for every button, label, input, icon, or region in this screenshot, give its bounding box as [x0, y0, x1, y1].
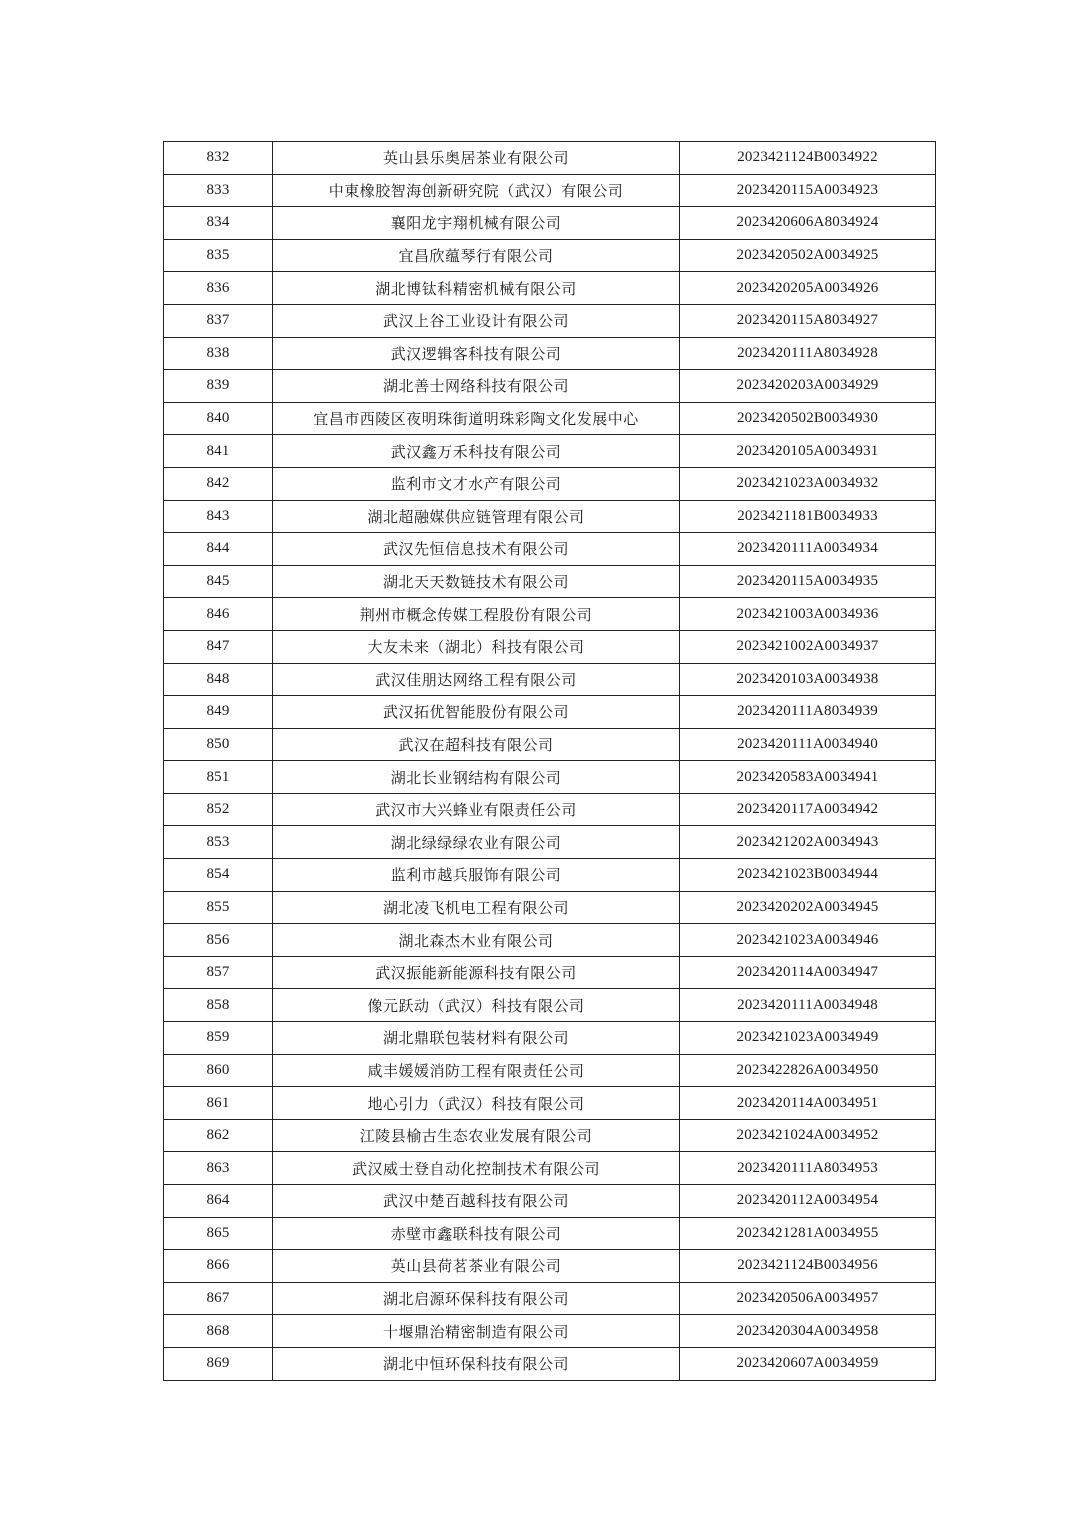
serial-number-cell: 854 [164, 859, 273, 892]
table-row [164, 989, 936, 1022]
serial-number-cell: 869 [164, 1347, 273, 1380]
registration-code-cell: 2023420111A0034940 [680, 728, 936, 761]
company-name-cell: 英山县乐奥居茶业有限公司 [273, 142, 680, 175]
table-row [164, 304, 936, 337]
registration-code-cell: 2023420105A0034931 [680, 435, 936, 468]
company-name-cell: 湖北天天数链技术有限公司 [273, 565, 680, 598]
table-row [164, 859, 936, 892]
company-name-cell: 武汉拓优智能股份有限公司 [273, 696, 680, 729]
registration-code-cell: 2023422826A0034950 [680, 1054, 936, 1087]
registration-code-cell: 2023421281A0034955 [680, 1217, 936, 1250]
registration-code-cell: 2023420506A0034957 [680, 1282, 936, 1315]
registration-code-cell: 2023420103A0034938 [680, 663, 936, 696]
table-row [164, 1282, 936, 1315]
registration-code-cell: 2023421023A0034949 [680, 1022, 936, 1055]
table-body [164, 142, 936, 1381]
serial-number-cell: 848 [164, 663, 273, 696]
serial-number-cell: 843 [164, 500, 273, 533]
company-name-cell: 赤壁市鑫联科技有限公司 [273, 1217, 680, 1250]
registration-code-cell: 2023420502A0034925 [680, 239, 936, 272]
registration-code-cell: 2023420583A0034941 [680, 761, 936, 794]
serial-number-cell: 835 [164, 239, 273, 272]
serial-number-cell: 864 [164, 1185, 273, 1218]
serial-number-cell: 833 [164, 174, 273, 207]
serial-number-cell: 851 [164, 761, 273, 794]
table-row [164, 1185, 936, 1218]
table-row [164, 891, 936, 924]
registration-code-cell: 2023421002A0034937 [680, 630, 936, 663]
company-name-cell: 中東橡胶智海创新研究院（武汉）有限公司 [273, 174, 680, 207]
company-name-cell: 江陵县榆古生态农业发展有限公司 [273, 1119, 680, 1152]
company-name-cell: 武汉上谷工业设计有限公司 [273, 304, 680, 337]
table-row [164, 1250, 936, 1283]
table-row [164, 1152, 936, 1185]
serial-number-cell: 861 [164, 1087, 273, 1120]
serial-number-cell: 859 [164, 1022, 273, 1055]
table-row [164, 467, 936, 500]
table-row [164, 728, 936, 761]
table-row [164, 924, 936, 957]
table-row [164, 1347, 936, 1380]
table-row [164, 1217, 936, 1250]
table-row [164, 696, 936, 729]
registration-code-cell: 2023420117A0034942 [680, 793, 936, 826]
serial-number-cell: 834 [164, 207, 273, 240]
registration-code-cell: 2023420304A0034958 [680, 1315, 936, 1348]
serial-number-cell: 839 [164, 370, 273, 403]
company-name-cell: 宜昌欣蕴琴行有限公司 [273, 239, 680, 272]
company-name-cell: 武汉先恒信息技术有限公司 [273, 533, 680, 566]
registration-code-cell: 2023420111A0034934 [680, 533, 936, 566]
registration-code-cell: 2023420205A0034926 [680, 272, 936, 305]
company-name-cell: 湖北超融媒供应链管理有限公司 [273, 500, 680, 533]
company-name-cell: 地心引力（武汉）科技有限公司 [273, 1087, 680, 1120]
registration-code-cell: 2023420111A8034928 [680, 337, 936, 370]
serial-number-cell: 844 [164, 533, 273, 566]
registration-code-cell: 2023420111A8034939 [680, 696, 936, 729]
table-row [164, 370, 936, 403]
registry-table [163, 141, 936, 1381]
table-row [164, 174, 936, 207]
table-row [164, 500, 936, 533]
serial-number-cell: 840 [164, 402, 273, 435]
serial-number-cell: 868 [164, 1315, 273, 1348]
company-name-cell: 监利市越兵服饰有限公司 [273, 859, 680, 892]
company-name-cell: 湖北鼎联包装材料有限公司 [273, 1022, 680, 1055]
table-row [164, 533, 936, 566]
registration-code-cell: 2023420111A8034953 [680, 1152, 936, 1185]
registration-code-cell: 2023420202A0034945 [680, 891, 936, 924]
table-row [164, 1022, 936, 1055]
registration-code-cell: 2023420114A0034947 [680, 956, 936, 989]
registration-code-cell: 2023420115A8034927 [680, 304, 936, 337]
table-row [164, 402, 936, 435]
registration-code-cell: 2023421023A0034946 [680, 924, 936, 957]
serial-number-cell: 857 [164, 956, 273, 989]
table-row [164, 142, 936, 175]
registration-code-cell: 2023420112A0034954 [680, 1185, 936, 1218]
serial-number-cell: 858 [164, 989, 273, 1022]
company-name-cell: 武汉市大兴蜂业有限责任公司 [273, 793, 680, 826]
registration-code-cell: 2023421003A0034936 [680, 598, 936, 631]
registration-code-cell: 2023421023A0034932 [680, 467, 936, 500]
serial-number-cell: 832 [164, 142, 273, 175]
company-name-cell: 武汉振能新能源科技有限公司 [273, 956, 680, 989]
serial-number-cell: 855 [164, 891, 273, 924]
company-name-cell: 监利市文才水产有限公司 [273, 467, 680, 500]
registration-code-cell: 2023421024A0034952 [680, 1119, 936, 1152]
company-name-cell: 湖北森杰木业有限公司 [273, 924, 680, 957]
table-row [164, 793, 936, 826]
company-name-cell: 湖北绿绿绿农业有限公司 [273, 826, 680, 859]
table-row [164, 207, 936, 240]
table-row [164, 598, 936, 631]
serial-number-cell: 856 [164, 924, 273, 957]
serial-number-cell: 838 [164, 337, 273, 370]
table-row [164, 630, 936, 663]
table-row [164, 1119, 936, 1152]
table-row [164, 1315, 936, 1348]
table-row [164, 239, 936, 272]
company-name-cell: 英山县荷茗茶业有限公司 [273, 1250, 680, 1283]
company-name-cell: 武汉威士登自动化控制技术有限公司 [273, 1152, 680, 1185]
registration-code-cell: 2023420114A0034951 [680, 1087, 936, 1120]
serial-number-cell: 867 [164, 1282, 273, 1315]
registration-code-cell: 2023420607A0034959 [680, 1347, 936, 1380]
serial-number-cell: 846 [164, 598, 273, 631]
registration-code-cell: 2023420115A0034935 [680, 565, 936, 598]
registration-code-cell: 2023420606A8034924 [680, 207, 936, 240]
table-row [164, 435, 936, 468]
company-name-cell: 武汉逻辑客科技有限公司 [273, 337, 680, 370]
serial-number-cell: 865 [164, 1217, 273, 1250]
company-name-cell: 湖北凌飞机电工程有限公司 [273, 891, 680, 924]
company-name-cell: 荆州市概念传媒工程股份有限公司 [273, 598, 680, 631]
registration-code-cell: 2023421202A0034943 [680, 826, 936, 859]
company-name-cell: 湖北启源环保科技有限公司 [273, 1282, 680, 1315]
table-row [164, 565, 936, 598]
serial-number-cell: 850 [164, 728, 273, 761]
company-name-cell: 湖北博钛科精密机械有限公司 [273, 272, 680, 305]
registration-code-cell: 2023421181B0034933 [680, 500, 936, 533]
company-name-cell: 大友未来（湖北）科技有限公司 [273, 630, 680, 663]
serial-number-cell: 862 [164, 1119, 273, 1152]
registration-code-cell: 2023421124B0034922 [680, 142, 936, 175]
registration-code-cell: 2023420111A0034948 [680, 989, 936, 1022]
serial-number-cell: 860 [164, 1054, 273, 1087]
table-row [164, 663, 936, 696]
company-name-cell: 湖北善士网络科技有限公司 [273, 370, 680, 403]
table-row [164, 1054, 936, 1087]
registration-code-cell: 2023420203A0034929 [680, 370, 936, 403]
serial-number-cell: 853 [164, 826, 273, 859]
company-name-cell: 湖北长业钢结构有限公司 [273, 761, 680, 794]
company-name-cell: 宜昌市西陵区夜明珠街道明珠彩陶文化发展中心 [273, 402, 680, 435]
serial-number-cell: 842 [164, 467, 273, 500]
registration-code-cell: 2023420502B0034930 [680, 402, 936, 435]
company-name-cell: 武汉中楚百越科技有限公司 [273, 1185, 680, 1218]
serial-number-cell: 841 [164, 435, 273, 468]
company-name-cell: 襄阳龙宇翔机械有限公司 [273, 207, 680, 240]
serial-number-cell: 863 [164, 1152, 273, 1185]
serial-number-cell: 866 [164, 1250, 273, 1283]
serial-number-cell: 845 [164, 565, 273, 598]
company-name-cell: 像元跃动（武汉）科技有限公司 [273, 989, 680, 1022]
table-row [164, 272, 936, 305]
table-row [164, 826, 936, 859]
serial-number-cell: 852 [164, 793, 273, 826]
table-row [164, 337, 936, 370]
table-row [164, 1087, 936, 1120]
company-name-cell: 十堰鼎治精密制造有限公司 [273, 1315, 680, 1348]
registration-code-cell: 2023420115A0034923 [680, 174, 936, 207]
registration-code-cell: 2023421023B0034944 [680, 859, 936, 892]
serial-number-cell: 849 [164, 696, 273, 729]
company-name-cell: 武汉佳朋达网络工程有限公司 [273, 663, 680, 696]
company-name-cell: 咸丰媛媛消防工程有限责任公司 [273, 1054, 680, 1087]
company-name-cell: 武汉在超科技有限公司 [273, 728, 680, 761]
table-row [164, 761, 936, 794]
serial-number-cell: 847 [164, 630, 273, 663]
serial-number-cell: 837 [164, 304, 273, 337]
registration-code-cell: 2023421124B0034956 [680, 1250, 936, 1283]
serial-number-cell: 836 [164, 272, 273, 305]
company-name-cell: 武汉鑫万禾科技有限公司 [273, 435, 680, 468]
table-row [164, 956, 936, 989]
company-name-cell: 湖北中恒环保科技有限公司 [273, 1347, 680, 1380]
